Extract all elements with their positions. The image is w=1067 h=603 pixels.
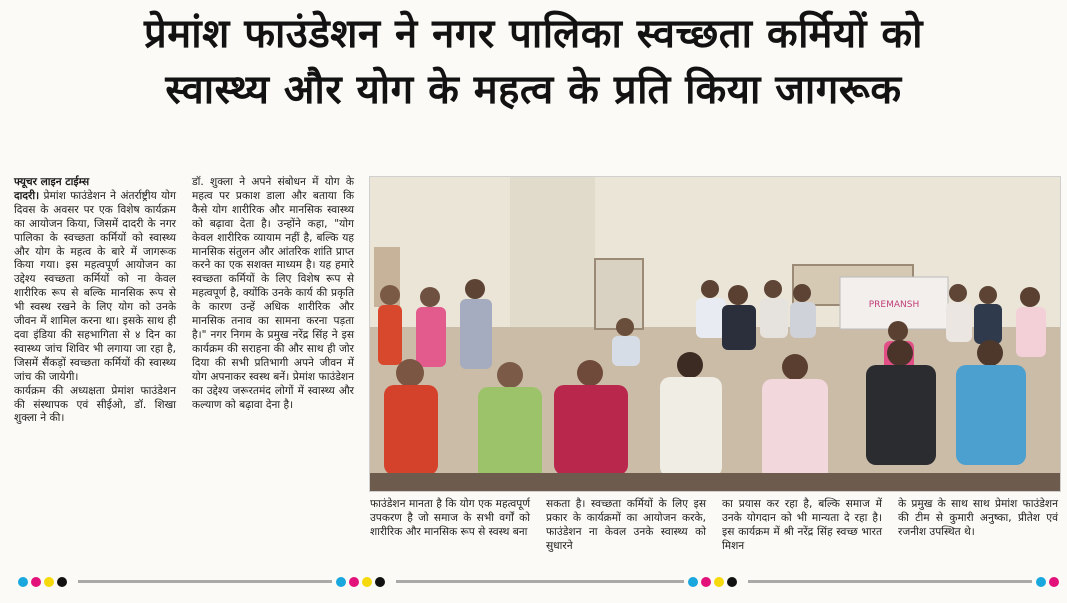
event-photo-illustration xyxy=(370,177,1060,491)
registration-dot-magenta xyxy=(349,577,359,587)
article-col1-text: प्रेमांश फाउंडेशन ने अंतर्राष्ट्रीय योग दिवस के अवसर पर एक विशेष कार्यक्रम का आयोजन किया, जिसमें दादरी के नगर पालिका के स्वच्छता कर्मियों को स्वास्थ्य और योग के महत्व के बारे में जागरूक किया गया। इस महत्वपूर्ण आयोजन का उद्देश्य स्वच्छता कर्मियों को ना केवल शारीरिक रूप से बल्कि मानसिक रूप से भी स्वस्थ रखने के लिए योग को उनके जीवन में शामिल करना था। इसके साथ ही दवा इंडिया की सहभागिता से ४ दिन का स्वास्थ्य जांच शिविर भी लगाया जा रहा है, जिसमें सैंकड़ों स्वच्छता कर्मियों की स्वास्थ्य जांच की जायेगी। xyxy=(14,189,176,383)
headline-line-1: प्रेमांश फाउंडेशन ने नगर पालिका स्वच्छता कर्मियों को xyxy=(144,11,923,57)
bottom-rule-3 xyxy=(748,580,1032,583)
article-col4-text: सकता है। स्वच्छता कर्मियों के लिए इस प्रकार के कार्यक्रमों का आयोजन करके, फाउंडेशन ना केवल उनके स्वास्थ्य को सुधारने xyxy=(546,498,706,552)
headline xyxy=(10,6,1057,118)
bottom-rule-1 xyxy=(78,580,332,583)
color-registration-marks-center-left xyxy=(336,576,385,588)
banner-text: PREMANSH xyxy=(868,300,920,310)
article-column-5 xyxy=(722,498,882,554)
byline-source: फ्यूचर लाइन टाईम्स xyxy=(14,176,90,188)
article-column-4 xyxy=(546,498,706,554)
article-col6-text: के प्रमुख के साथ साथ प्रेमांश फाउंडेशन की टीम से कुमारी अनुष्का, प्रीतेश एवं रजनीश उपस्थित थे। xyxy=(898,498,1058,538)
registration-dot-magenta xyxy=(31,577,41,587)
registration-dot-black xyxy=(727,577,737,587)
byline-place: दादरी। xyxy=(14,189,40,202)
article-col2-text: डॉ. शुक्ला ने अपने संबोधन में योग के महत्व पर प्रकाश डाला और बताया कि कैसे योग शारीरिक और मानसिक स्वास्थ्य को बढ़ावा देता है। उन्होंने कहा, "योग केवल शारीरिक व्यायाम नहीं है, बल्कि यह मानसिक संतुलन और आंतरिक शांति प्राप्त करने का एक सशक्त माध्यम है। यह हमारे स्वच्छता कर्मियों के लिए विशेष रूप से महत्वपूर्ण है, क्योंकि उनके कार्य की प्रकृति के कारण उन्हें अधिक शारीरिक और मानसिक तनाव का सामना करना पड़ता है।" नगर निगम के प्रमुख नरेंद्र सिंह ने इस कार्यक्रम की सराहना की और साथ ही जोर दिया की सभी प्रतिभागी अपने जीवन में योग अपनाकर स्वस्थ बनें। प्रेमांश फाउंडेशन का उद्देश्य जरूरतमंद लोगों में स्वास्थ्य और कल्याण को बढ़ावा देना है। xyxy=(192,176,354,411)
registration-dot-cyan xyxy=(1036,577,1046,587)
article-column-1 xyxy=(14,176,176,426)
headline-line-2: स्वास्थ्य और योग के महत्व के प्रति किया जागरूक xyxy=(165,67,902,113)
registration-dot-black xyxy=(57,577,67,587)
color-registration-marks-right xyxy=(1036,576,1059,588)
color-registration-marks-left xyxy=(18,576,67,588)
registration-dot-magenta xyxy=(701,577,711,587)
article-col5-text: का प्रयास कर रहा है, बल्कि समाज में उनके योगदान को भी मान्यता दे रहा है। इस कार्यक्रम में श्री नरेंद्र सिंह स्वच्छ भारत मिशन xyxy=(722,498,882,552)
registration-dot-yellow xyxy=(714,577,724,587)
registration-dot-cyan xyxy=(688,577,698,587)
registration-dot-yellow xyxy=(362,577,372,587)
article-column-3 xyxy=(370,498,530,540)
registration-dot-yellow xyxy=(44,577,54,587)
registration-dot-black xyxy=(375,577,385,587)
article-col1b-text: कार्यक्रम की अध्यक्षता प्रेमांश फाउंडेशन की संस्थापक एवं सीईओ, डॉ. शिखा शुक्ला ने की। xyxy=(14,384,176,425)
article-column-2 xyxy=(192,176,354,412)
event-photo xyxy=(369,176,1061,492)
bottom-rule-2 xyxy=(396,580,684,583)
article-column-6 xyxy=(898,498,1058,540)
color-registration-marks-center-right xyxy=(688,576,737,588)
registration-dot-cyan xyxy=(18,577,28,587)
registration-dot-cyan xyxy=(336,577,346,587)
article-col3-text: फाउंडेशन मानता है कि योग एक महत्वपूर्ण उपकरण है जो समाज के सभी वर्गों को शारीरिक और मानसिक रूप से स्वस्थ बना xyxy=(370,498,530,538)
registration-dot-magenta xyxy=(1049,577,1059,587)
